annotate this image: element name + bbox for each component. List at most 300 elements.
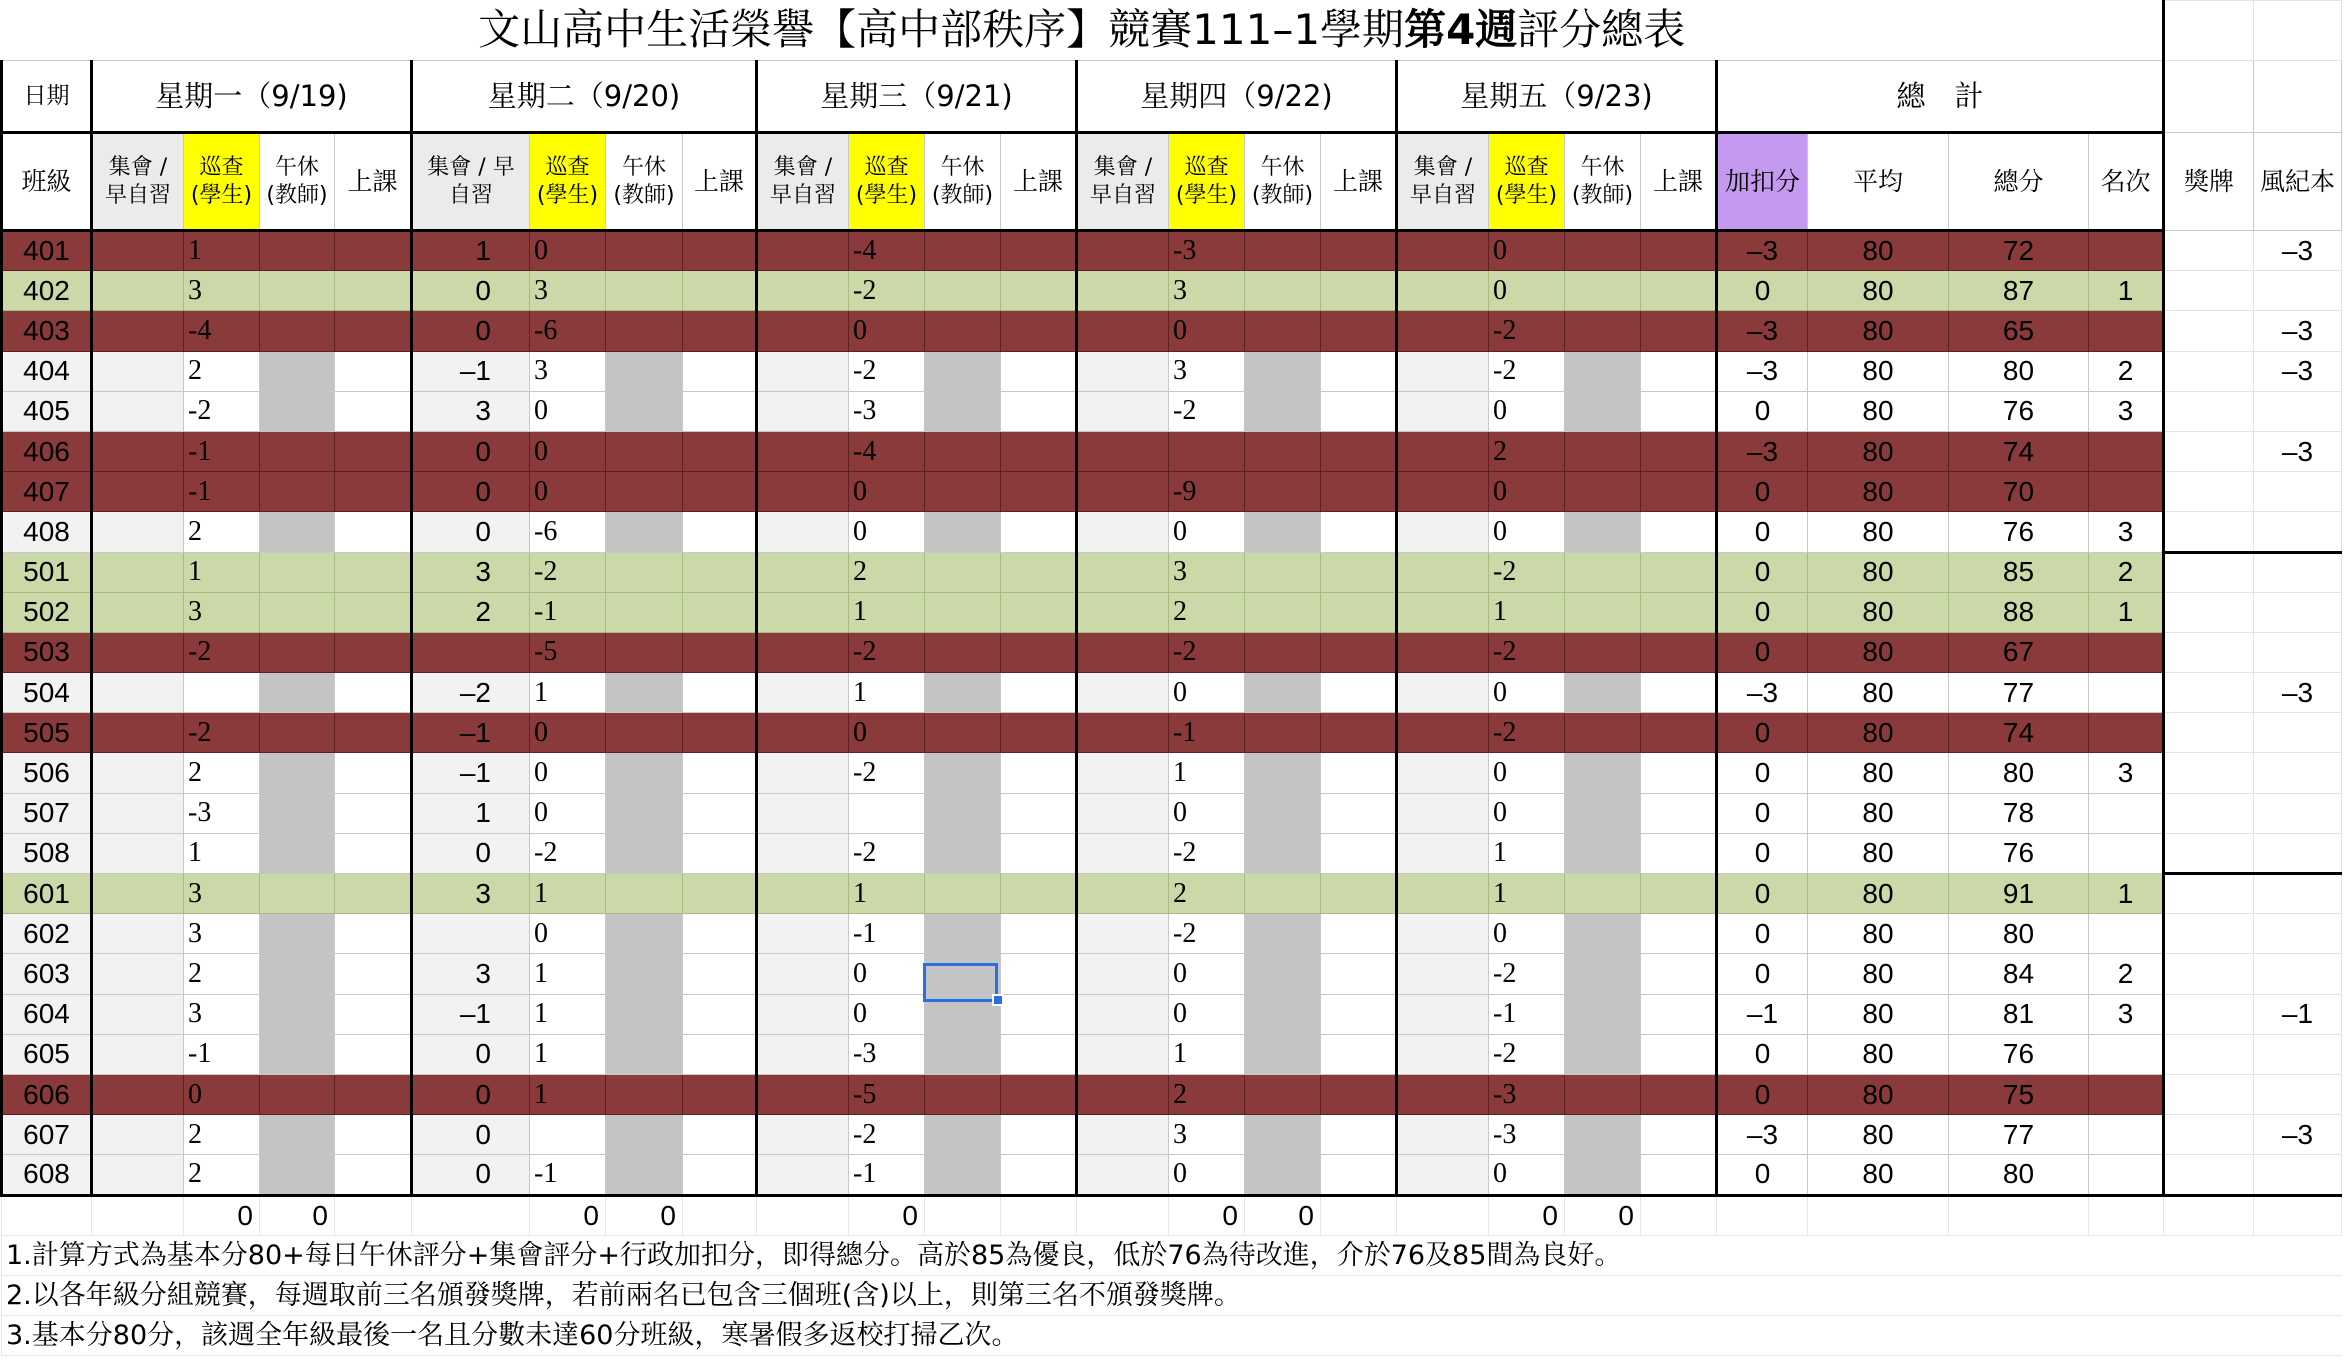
score-cell[interactable]: 2 [184,753,260,793]
score-cell[interactable] [260,552,335,592]
score-cell[interactable] [757,512,849,552]
discipline-book-cell[interactable]: –3 [2254,231,2342,271]
score-cell[interactable] [1397,793,1489,833]
score-cell[interactable] [92,753,184,793]
total-score-cell[interactable]: 80 [1949,914,2089,954]
score-cell[interactable]: 0 [1489,271,1565,311]
score-cell[interactable] [92,994,184,1034]
score-cell[interactable] [1321,753,1397,793]
sum-cell[interactable] [1717,1195,1808,1235]
discipline-book-cell[interactable] [2254,512,2342,552]
average-cell[interactable]: 80 [1808,673,1949,713]
score-cell[interactable]: 2 [184,954,260,994]
score-cell[interactable] [1321,1034,1397,1074]
bonus-cell[interactable]: –3 [1717,351,1808,391]
score-cell[interactable] [335,914,412,954]
medal-cell[interactable] [2164,833,2254,873]
fill-handle[interactable] [992,994,1004,1006]
rank-cell[interactable]: 2 [2089,954,2164,994]
score-cell[interactable] [757,592,849,632]
score-cell[interactable] [606,753,683,793]
score-cell[interactable]: -2 [1169,632,1245,672]
score-cell[interactable] [335,391,412,431]
rank-cell[interactable]: 3 [2089,512,2164,552]
score-cell[interactable] [184,673,260,713]
sum-cell[interactable] [2164,1195,2254,1235]
score-cell[interactable] [1641,753,1717,793]
score-cell[interactable] [757,351,849,391]
medal-cell[interactable] [2164,1034,2254,1074]
score-cell[interactable] [1641,552,1717,592]
score-cell[interactable]: 1 [530,994,606,1034]
bonus-cell[interactable]: 0 [1717,1074,1808,1114]
score-cell[interactable] [1565,914,1641,954]
score-cell[interactable] [1077,753,1169,793]
score-cell[interactable] [1077,351,1169,391]
bonus-cell[interactable]: 0 [1717,914,1808,954]
class-number[interactable]: 502 [2,592,92,632]
score-cell[interactable] [1245,1115,1321,1155]
score-cell[interactable] [925,833,1001,873]
total-score-cell[interactable]: 91 [1949,874,2089,914]
score-cell[interactable] [1641,1074,1717,1114]
score-cell[interactable] [1001,793,1077,833]
score-cell[interactable] [1321,431,1397,471]
score-cell[interactable] [1245,1155,1321,1195]
score-cell[interactable]: 1 [530,954,606,994]
score-cell[interactable] [683,1034,757,1074]
score-cell[interactable] [925,1074,1001,1114]
score-cell[interactable] [683,391,757,431]
score-cell[interactable] [1245,1074,1321,1114]
discipline-book-cell[interactable] [2254,391,2342,431]
rank-cell[interactable] [2089,793,2164,833]
total-score-cell[interactable]: 76 [1949,391,2089,431]
rank-cell[interactable]: 1 [2089,874,2164,914]
score-cell[interactable] [92,793,184,833]
score-cell[interactable] [1641,1155,1717,1195]
score-cell[interactable]: 0 [412,472,530,512]
class-number[interactable]: 401 [2,231,92,271]
score-cell[interactable]: 0 [1489,391,1565,431]
score-cell[interactable]: 3 [412,874,530,914]
score-cell[interactable] [1001,1074,1077,1114]
score-cell[interactable] [1077,914,1169,954]
score-cell[interactable]: 1 [1489,592,1565,632]
score-cell[interactable]: 0 [849,954,925,994]
score-cell[interactable] [1641,632,1717,672]
score-cell[interactable] [925,713,1001,753]
score-cell[interactable]: –2 [412,673,530,713]
class-number[interactable]: 407 [2,472,92,512]
score-cell[interactable] [260,311,335,351]
score-cell[interactable]: –1 [412,713,530,753]
score-cell[interactable] [683,954,757,994]
score-cell[interactable] [335,1155,412,1195]
discipline-book-cell[interactable] [2254,793,2342,833]
score-cell[interactable] [606,954,683,994]
bonus-cell[interactable]: –3 [1717,311,1808,351]
score-cell[interactable]: -6 [530,311,606,351]
sum-cell[interactable]: 0 [606,1195,683,1235]
score-cell[interactable] [92,1155,184,1195]
score-cell[interactable]: 0 [1489,753,1565,793]
score-cell[interactable] [1001,311,1077,351]
score-cell[interactable] [1077,271,1169,311]
score-cell[interactable] [683,472,757,512]
bonus-cell[interactable]: 0 [1717,793,1808,833]
discipline-book-cell[interactable] [2254,753,2342,793]
bonus-cell[interactable]: –3 [1717,431,1808,471]
score-cell[interactable] [1077,1074,1169,1114]
score-cell[interactable] [412,914,530,954]
score-cell[interactable] [335,512,412,552]
score-cell[interactable] [1397,351,1489,391]
score-cell[interactable] [1321,472,1397,512]
total-score-cell[interactable]: 74 [1949,431,2089,471]
score-cell[interactable] [757,472,849,512]
sum-cell[interactable] [925,1195,1001,1235]
score-cell[interactable]: 2 [184,351,260,391]
score-cell[interactable] [1001,753,1077,793]
score-cell[interactable]: 0 [1489,673,1565,713]
score-cell[interactable]: 0 [412,1115,530,1155]
score-cell[interactable] [92,673,184,713]
score-cell[interactable] [1001,1115,1077,1155]
score-cell[interactable]: 2 [1169,592,1245,632]
score-cell[interactable] [260,713,335,753]
score-cell[interactable] [1321,311,1397,351]
score-cell[interactable] [1397,954,1489,994]
score-cell[interactable] [335,231,412,271]
score-cell[interactable]: -4 [184,311,260,351]
bonus-cell[interactable]: –3 [1717,1115,1808,1155]
score-cell[interactable] [1245,271,1321,311]
sum-cell[interactable] [335,1195,412,1235]
bonus-cell[interactable]: –3 [1717,673,1808,713]
medal-cell[interactable] [2164,1074,2254,1114]
bonus-cell[interactable]: 0 [1717,954,1808,994]
bonus-cell[interactable]: 0 [1717,512,1808,552]
score-cell[interactable] [1001,351,1077,391]
sum-cell[interactable] [1641,1195,1717,1235]
score-cell[interactable] [1321,1115,1397,1155]
score-cell[interactable] [1397,512,1489,552]
discipline-book-cell[interactable]: –3 [2254,431,2342,471]
score-cell[interactable] [683,713,757,753]
score-cell[interactable]: 3 [1169,1115,1245,1155]
score-cell[interactable] [335,271,412,311]
score-cell[interactable]: 0 [412,833,530,873]
score-cell[interactable] [1397,552,1489,592]
score-cell[interactable] [1077,833,1169,873]
score-cell[interactable]: 1 [412,793,530,833]
sum-cell[interactable]: 0 [1245,1195,1321,1235]
sum-cell[interactable] [1949,1195,2089,1235]
rank-cell[interactable] [2089,1155,2164,1195]
score-cell[interactable]: 0 [530,391,606,431]
score-cell[interactable]: -2 [849,351,925,391]
average-cell[interactable]: 80 [1808,632,1949,672]
score-cell[interactable]: –1 [412,753,530,793]
score-cell[interactable] [1245,713,1321,753]
score-cell[interactable]: 2 [1169,874,1245,914]
score-cell[interactable] [1641,833,1717,873]
score-cell[interactable] [1565,753,1641,793]
rank-cell[interactable]: 2 [2089,552,2164,592]
score-cell[interactable] [1397,1074,1489,1114]
class-number[interactable]: 508 [2,833,92,873]
score-cell[interactable]: 3 [1169,552,1245,592]
score-cell[interactable] [1245,914,1321,954]
score-cell[interactable] [92,552,184,592]
score-cell[interactable] [925,994,1001,1034]
score-cell[interactable] [1565,351,1641,391]
score-cell[interactable] [260,512,335,552]
bonus-cell[interactable]: 0 [1717,833,1808,873]
score-cell[interactable] [606,592,683,632]
score-cell[interactable]: -2 [184,391,260,431]
average-cell[interactable]: 80 [1808,753,1949,793]
score-cell[interactable] [606,874,683,914]
score-cell[interactable] [683,311,757,351]
score-cell[interactable] [1565,512,1641,552]
medal-cell[interactable] [2164,231,2254,271]
score-cell[interactable] [92,874,184,914]
discipline-book-cell[interactable]: –3 [2254,1115,2342,1155]
score-cell[interactable] [757,231,849,271]
score-cell[interactable]: -3 [1169,231,1245,271]
score-cell[interactable]: 0 [530,753,606,793]
score-cell[interactable] [1397,391,1489,431]
sum-cell[interactable]: 0 [1565,1195,1641,1235]
average-cell[interactable]: 80 [1808,311,1949,351]
score-cell[interactable] [1565,271,1641,311]
total-score-cell[interactable]: 80 [1949,753,2089,793]
score-cell[interactable] [1001,914,1077,954]
score-cell[interactable]: 3 [184,271,260,311]
score-cell[interactable] [1397,1115,1489,1155]
score-cell[interactable]: -2 [1489,552,1565,592]
score-cell[interactable]: 0 [1169,793,1245,833]
score-cell[interactable]: -2 [849,753,925,793]
class-number[interactable]: 504 [2,673,92,713]
score-cell[interactable] [412,632,530,672]
medal-cell[interactable] [2164,391,2254,431]
score-cell[interactable]: –1 [412,351,530,391]
discipline-book-cell[interactable]: –3 [2254,351,2342,391]
score-cell[interactable] [606,673,683,713]
score-cell[interactable] [683,552,757,592]
score-cell[interactable] [1245,874,1321,914]
rank-cell[interactable] [2089,1074,2164,1114]
class-number[interactable]: 608 [2,1155,92,1195]
score-cell[interactable]: 2 [184,1155,260,1195]
score-cell[interactable] [1245,431,1321,471]
score-cell[interactable] [1397,673,1489,713]
score-cell[interactable] [925,793,1001,833]
score-cell[interactable] [757,753,849,793]
score-cell[interactable] [1641,994,1717,1034]
score-cell[interactable]: -3 [849,391,925,431]
bonus-cell[interactable]: –3 [1717,231,1808,271]
discipline-book-cell[interactable] [2254,1034,2342,1074]
score-cell[interactable] [1321,351,1397,391]
score-cell[interactable] [1565,231,1641,271]
score-cell[interactable]: 0 [530,713,606,753]
sum-cell[interactable]: 0 [849,1195,925,1235]
score-cell[interactable] [925,1155,1001,1195]
score-cell[interactable] [1397,231,1489,271]
sum-cell[interactable] [1397,1195,1489,1235]
class-number[interactable]: 601 [2,874,92,914]
score-cell[interactable] [1077,874,1169,914]
medal-cell[interactable] [2164,753,2254,793]
sum-cell[interactable]: 0 [1489,1195,1565,1235]
discipline-book-cell[interactable]: –1 [2254,994,2342,1034]
score-cell[interactable] [92,431,184,471]
score-cell[interactable] [1001,994,1077,1034]
score-cell[interactable] [260,1034,335,1074]
score-cell[interactable] [1641,271,1717,311]
medal-cell[interactable] [2164,1115,2254,1155]
score-cell[interactable]: 0 [412,1074,530,1114]
total-score-cell[interactable]: 76 [1949,833,2089,873]
score-cell[interactable] [925,271,1001,311]
bonus-cell[interactable]: 0 [1717,271,1808,311]
score-cell[interactable] [1001,673,1077,713]
average-cell[interactable]: 80 [1808,1155,1949,1195]
score-cell[interactable] [1321,231,1397,271]
score-cell[interactable]: 1 [184,231,260,271]
sum-cell[interactable]: 0 [260,1195,335,1235]
score-cell[interactable]: -2 [849,1115,925,1155]
score-cell[interactable] [92,512,184,552]
average-cell[interactable]: 80 [1808,351,1949,391]
score-cell[interactable] [260,994,335,1034]
score-cell[interactable] [683,793,757,833]
sum-cell[interactable] [683,1195,757,1235]
score-cell[interactable] [1565,391,1641,431]
bonus-cell[interactable]: 0 [1717,391,1808,431]
score-cell[interactable] [606,311,683,351]
total-score-cell[interactable]: 81 [1949,994,2089,1034]
score-cell[interactable]: 3 [412,391,530,431]
score-cell[interactable]: 0 [849,512,925,552]
score-cell[interactable] [925,311,1001,351]
score-cell[interactable]: -3 [1489,1074,1565,1114]
rank-cell[interactable] [2089,673,2164,713]
score-cell[interactable]: 0 [849,311,925,351]
score-cell[interactable] [683,753,757,793]
medal-cell[interactable] [2164,914,2254,954]
score-cell[interactable] [1641,1034,1717,1074]
score-cell[interactable] [335,552,412,592]
total-score-cell[interactable]: 88 [1949,592,2089,632]
average-cell[interactable]: 80 [1808,713,1949,753]
total-score-cell[interactable]: 67 [1949,632,2089,672]
score-cell[interactable] [1641,673,1717,713]
score-cell[interactable] [1245,753,1321,793]
score-cell[interactable] [606,632,683,672]
sum-cell[interactable] [2089,1195,2164,1235]
score-cell[interactable]: -2 [1489,954,1565,994]
score-cell[interactable]: -1 [1489,994,1565,1034]
score-cell[interactable] [1077,391,1169,431]
total-score-cell[interactable]: 77 [1949,1115,2089,1155]
score-cell[interactable]: 1 [1489,833,1565,873]
score-cell[interactable] [1077,632,1169,672]
class-number[interactable]: 501 [2,552,92,592]
score-cell[interactable] [1245,512,1321,552]
score-cell[interactable] [1321,994,1397,1034]
score-cell[interactable] [260,592,335,632]
score-cell[interactable] [1565,552,1641,592]
discipline-book-cell[interactable] [2254,914,2342,954]
medal-cell[interactable] [2164,351,2254,391]
score-cell[interactable] [606,994,683,1034]
score-cell[interactable] [606,1155,683,1195]
score-cell[interactable] [1397,833,1489,873]
score-cell[interactable] [757,833,849,873]
sum-cell[interactable] [1321,1195,1397,1235]
discipline-book-cell[interactable] [2254,833,2342,873]
score-cell[interactable]: 1 [184,833,260,873]
score-cell[interactable]: 1 [530,1074,606,1114]
score-cell[interactable] [1321,271,1397,311]
rank-cell[interactable] [2089,311,2164,351]
rank-cell[interactable]: 2 [2089,351,2164,391]
score-cell[interactable]: 3 [184,874,260,914]
score-cell[interactable] [1321,1155,1397,1195]
score-cell[interactable]: -3 [1489,1115,1565,1155]
score-cell[interactable] [92,592,184,632]
score-cell[interactable]: 3 [530,351,606,391]
score-cell[interactable] [335,994,412,1034]
score-cell[interactable] [1321,632,1397,672]
score-cell[interactable]: 2 [184,512,260,552]
medal-cell[interactable] [2164,632,2254,672]
rank-cell[interactable]: 3 [2089,391,2164,431]
score-cell[interactable]: 0 [412,271,530,311]
medal-cell[interactable] [2164,472,2254,512]
score-cell[interactable]: 1 [849,592,925,632]
score-cell[interactable] [1565,954,1641,994]
score-cell[interactable]: 0 [1169,311,1245,351]
score-cell[interactable] [757,1155,849,1195]
medal-cell[interactable] [2164,954,2254,994]
score-cell[interactable]: 1 [1489,874,1565,914]
score-cell[interactable] [925,512,1001,552]
score-cell[interactable] [1321,914,1397,954]
score-cell[interactable] [335,833,412,873]
discipline-book-cell[interactable] [2254,1155,2342,1195]
score-cell[interactable]: 0 [1489,1155,1565,1195]
score-cell[interactable]: -2 [184,632,260,672]
score-cell[interactable] [683,914,757,954]
score-cell[interactable] [1397,874,1489,914]
score-cell[interactable] [925,552,1001,592]
score-cell[interactable] [1565,431,1641,471]
class-number[interactable]: 506 [2,753,92,793]
total-score-cell[interactable]: 80 [1949,351,2089,391]
score-cell[interactable] [1321,793,1397,833]
score-cell[interactable] [335,431,412,471]
score-cell[interactable] [1077,793,1169,833]
score-cell[interactable] [757,793,849,833]
score-cell[interactable] [260,391,335,431]
score-cell[interactable] [260,1155,335,1195]
